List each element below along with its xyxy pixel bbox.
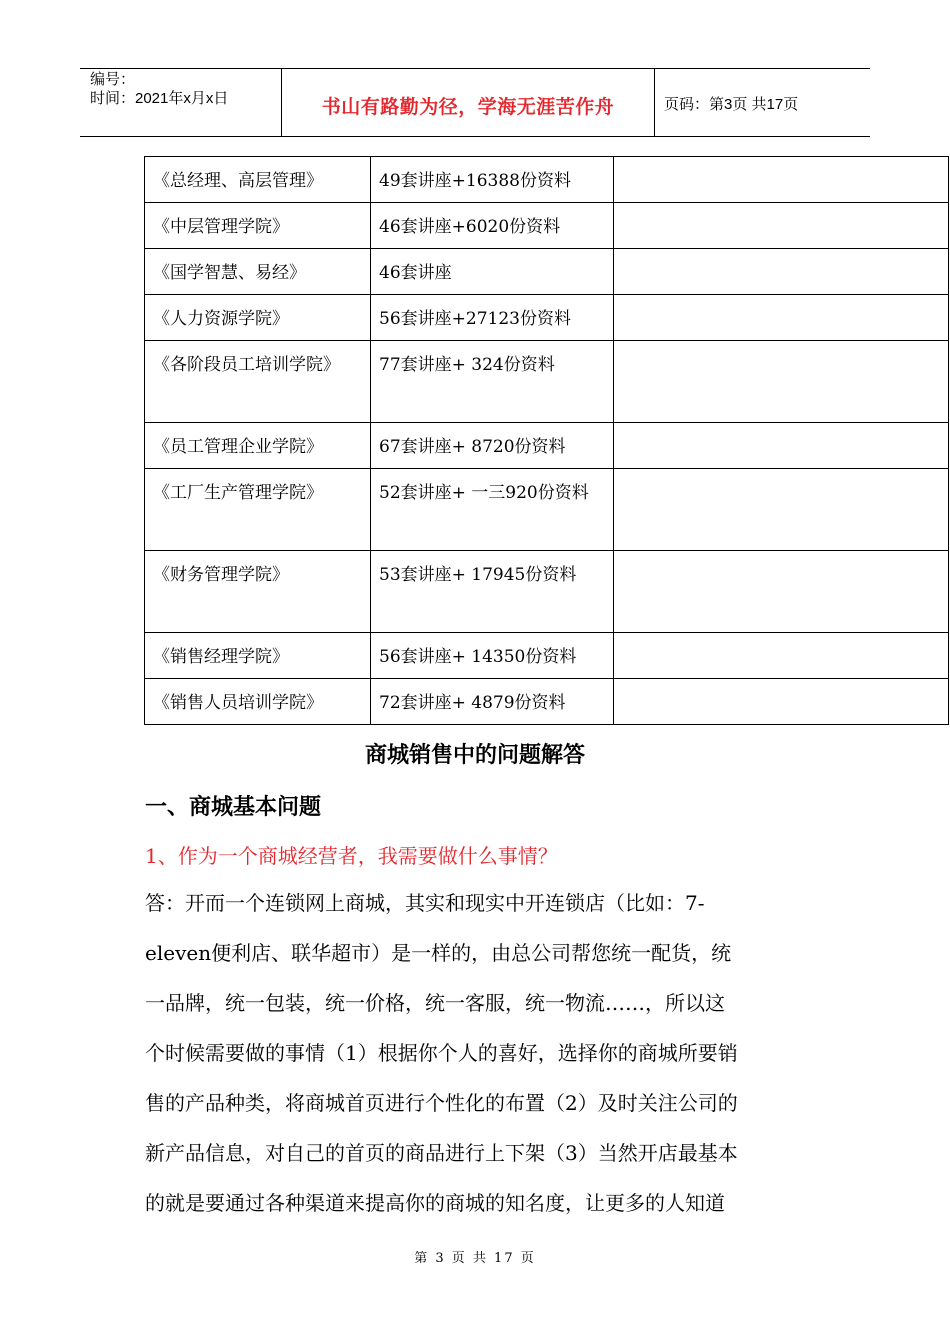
course-note-cell xyxy=(614,157,949,203)
section-heading: 一、商城基本问题 xyxy=(145,795,322,820)
table-row xyxy=(145,249,949,295)
table-row xyxy=(145,551,949,633)
answer-line: eleven便利店、联华超市）是一样的，由总公司帮您统一配货，统 xyxy=(145,941,732,965)
course-name-cell: 《人力资源学院》 xyxy=(145,295,371,341)
course-name-cell: 《中层管理学院》 xyxy=(145,203,371,249)
course-name-cell: 《总经理、高层管理》 xyxy=(145,157,371,203)
course-name-cell: 《各阶段员工培训学院》 xyxy=(145,341,371,423)
table-row xyxy=(145,469,949,551)
course-note-cell xyxy=(614,295,949,341)
course-content-cell: 53套讲座+ 17945份资料 xyxy=(371,551,614,633)
table-row xyxy=(145,679,949,725)
course-content-cell: 77套讲座+ 324份资料 xyxy=(371,341,614,423)
document-date: 时间：2021年x月x日 xyxy=(90,90,229,107)
header-divider xyxy=(654,68,655,136)
header-meta xyxy=(90,70,228,108)
course-content-cell: 67套讲座+ 8720份资料 xyxy=(371,423,614,469)
course-note-cell xyxy=(614,551,949,633)
course-content-cell: 46套讲座+6020份资料 xyxy=(371,203,614,249)
table-row xyxy=(145,633,949,679)
course-name-cell: 《工厂生产管理学院》 xyxy=(145,469,371,551)
table-row xyxy=(145,341,949,423)
course-content-cell: 56套讲座+27123份资料 xyxy=(371,295,614,341)
answer-line: 一品牌，统一包装，统一价格，统一客服，统一物流……，所以这 xyxy=(145,991,725,1015)
course-note-cell xyxy=(614,203,949,249)
header-bottom-rule xyxy=(80,136,870,137)
header-motto: 书山有路勤为径，学海无涯苦作舟 xyxy=(321,96,615,118)
course-table xyxy=(144,156,949,725)
answer-line: 售的产品种类，将商城首页进行个性化的布置（2）及时关注公司的 xyxy=(145,1091,738,1115)
course-name-cell: 《国学智慧、易经》 xyxy=(145,249,371,295)
page-footer: 第 3 页 共 17 页 xyxy=(414,1251,536,1266)
document-title: 商城销售中的问题解答 xyxy=(364,743,585,768)
document-number: 编号： xyxy=(90,71,136,88)
answer-paragraph xyxy=(145,878,807,1228)
answer-line: 新产品信息，对自己的首页的商品进行上下架（3）当然开店最基本 xyxy=(145,1141,738,1165)
course-name-cell: 《销售经理学院》 xyxy=(145,633,371,679)
table-row xyxy=(145,295,949,341)
course-note-cell xyxy=(614,633,949,679)
course-name-cell: 《员工管理企业学院》 xyxy=(145,423,371,469)
course-note-cell xyxy=(614,249,949,295)
table-row xyxy=(145,203,949,249)
header-top-rule xyxy=(80,68,870,69)
course-name-cell: 《销售人员培训学院》 xyxy=(145,679,371,725)
course-content-cell: 46套讲座 xyxy=(371,249,614,295)
course-content-cell: 49套讲座+16388份资料 xyxy=(371,157,614,203)
answer-line: 答：开而一个连锁网上商城，其实和现实中开连锁店（比如：7- xyxy=(145,891,705,915)
course-note-cell xyxy=(614,341,949,423)
table-row xyxy=(145,157,949,203)
course-content-cell: 52套讲座+ 一三920份资料 xyxy=(371,469,614,551)
course-name-cell: 《财务管理学院》 xyxy=(145,551,371,633)
header-page-number: 页码：第3页 共17页 xyxy=(664,96,799,113)
course-content-cell: 56套讲座+ 14350份资料 xyxy=(371,633,614,679)
course-content-cell: 72套讲座+ 4879份资料 xyxy=(371,679,614,725)
answer-line: 的就是要通过各种渠道来提高你的商城的知名度，让更多的人知道 xyxy=(145,1191,725,1215)
course-note-cell xyxy=(614,423,949,469)
question-heading: 1、作为一个商城经营者，我需要做什么事情？ xyxy=(145,844,558,868)
answer-line: 个时候需要做的事情（1）根据你个人的喜好，选择你的商城所要销 xyxy=(145,1041,738,1065)
table-row xyxy=(145,423,949,469)
course-note-cell xyxy=(614,469,949,551)
course-note-cell xyxy=(614,679,949,725)
